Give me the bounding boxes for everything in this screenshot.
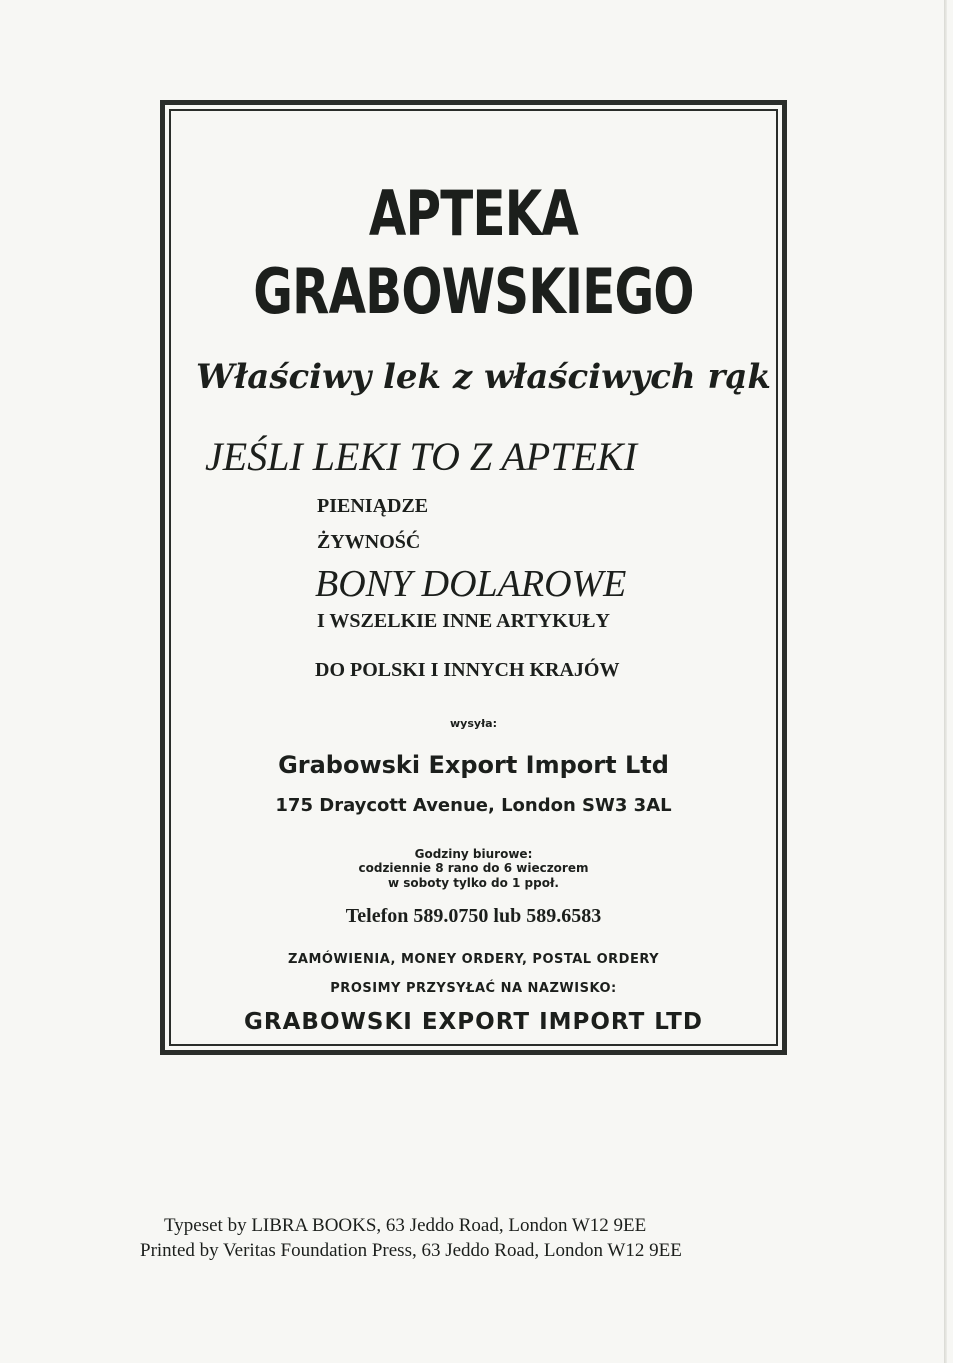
ad-motto: JEŚLI LEKI TO Z APTEKI <box>205 434 637 479</box>
ad-office-hours-weekdays: codziennie 8 rano do 6 wieczorem <box>358 861 589 875</box>
ad-payee: GRABOWSKI EXPORT IMPORT LTD <box>244 1009 703 1035</box>
ad-title-line2: GRABOWSKIEGO <box>253 255 694 328</box>
footer-printed: Printed by Veritas Foundation Press, 63 Jeddo Road, London W12 9EE <box>140 1240 682 1261</box>
advertisement-box <box>160 100 787 1055</box>
ad-destination: DO POLSKI I INNYCH KRAJÓW <box>315 659 620 681</box>
ad-office-hours-saturday: w soboty tylko do 1 ppoł. <box>388 876 559 890</box>
ad-title-line1: APTEKA <box>368 177 579 250</box>
ad-slogan: Właściwy lek z właściwych rąk <box>196 357 771 397</box>
page-edge <box>944 0 947 1363</box>
ad-item-other: I WSZELKIE INNE ARTYKUŁY <box>317 610 610 632</box>
ad-orders: ZAMÓWIENIA, MONEY ORDERY, POSTAL ORDERY <box>287 952 660 967</box>
ad-company-name: Grabowski Export Import Ltd <box>278 751 669 779</box>
ad-address: 175 Draycott Avenue, London SW3 3AL <box>275 795 672 816</box>
ad-office-hours-label: Godziny biurowe: <box>414 847 533 861</box>
ad-send-instruction: PROSIMY PRZYSYŁAĆ NA NAZWISKO: <box>330 981 617 996</box>
ad-item-bonds: BONY DOLAROWE <box>315 563 627 605</box>
ad-item-food: ŻYWNOŚĆ <box>317 531 421 553</box>
ad-phone: Telefon 589.0750 lub 589.6583 <box>345 905 602 927</box>
ad-sent-by: wysyła: <box>450 717 497 730</box>
ad-item-money: PIENIĄDZE <box>317 495 429 517</box>
footer-typeset: Typeset by LIBRA BOOKS, 63 Jeddo Road, London W12 9EE <box>164 1215 647 1236</box>
